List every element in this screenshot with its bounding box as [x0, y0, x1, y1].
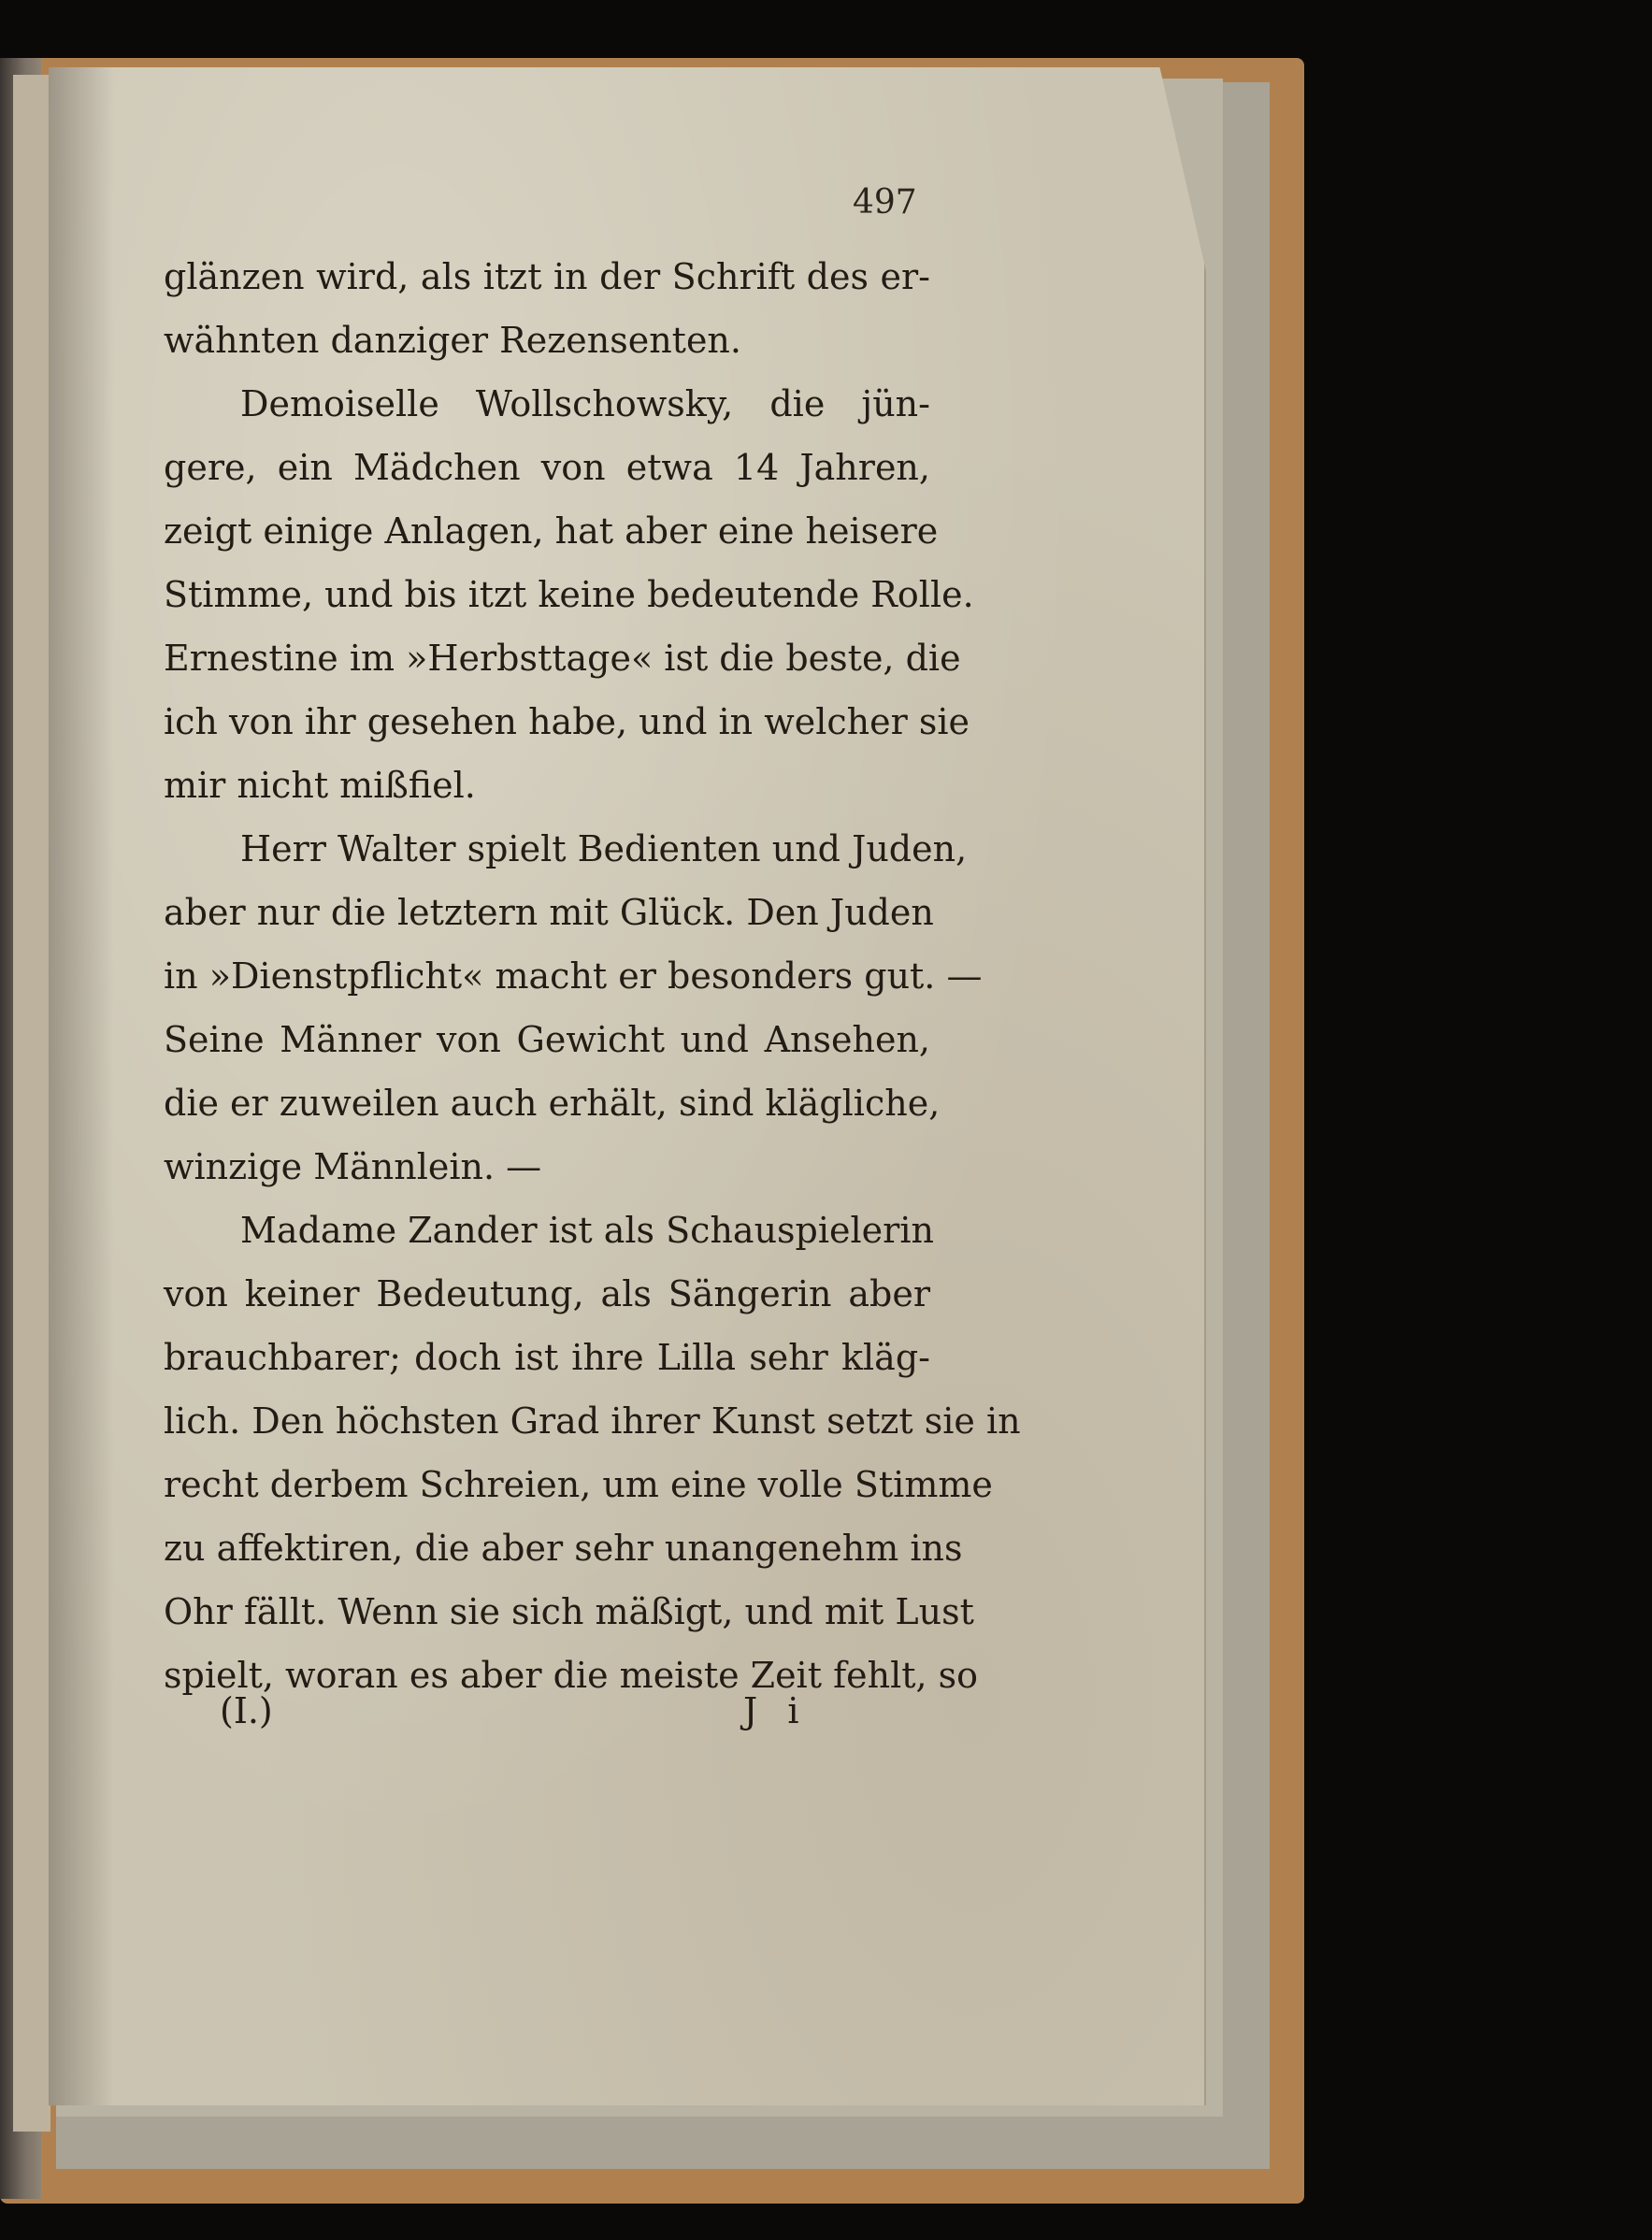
- body-text: [164, 245, 1021, 1707]
- text-line: spielt, woran es aber die meiste Zeit fehlt, so: [164, 1655, 979, 1696]
- text-line: von keiner Bedeutung, als Sängerin aber: [164, 1273, 930, 1314]
- text-line: Seine Männer von Gewicht und Ansehen,: [164, 1019, 930, 1060]
- text-line: in »Dienstpflicht« macht er besonders gut. —: [164, 955, 983, 997]
- text-line: wähnten danziger Rezensenten.: [164, 320, 741, 361]
- text-line: recht derbem Schreien, um eine volle Stimme: [164, 1464, 993, 1505]
- text-line: Herr Walter spielt Bedienten und Juden,: [240, 828, 968, 869]
- gutter-shadow: [49, 67, 114, 2105]
- text-line: Stimme, und bis itzt keine bedeutende Rolle.: [164, 574, 974, 615]
- left-page-edge: [13, 75, 50, 2132]
- text-line: zeigt einige Anlagen, hat aber eine heisere: [164, 510, 939, 552]
- text-line: brauchbarer; doch ist ihre Lilla sehr kläg-: [164, 1337, 930, 1378]
- text-line: glänzen wird, als itzt in der Schrift des er-: [164, 256, 930, 297]
- text-line: Demoiselle Wollschowsky, die jün-: [240, 383, 930, 424]
- text-line: Madame Zander ist als Schauspielerin: [240, 1210, 934, 1251]
- text-line: gere, ein Mädchen von etwa 14 Jahren,: [164, 447, 930, 488]
- text-line: die er zuweilen auch erhält, sind klägliche,: [164, 1083, 941, 1124]
- text-line: zu affektiren, die aber sehr unangenehm ins: [164, 1528, 963, 1569]
- page-number: 497: [853, 183, 917, 222]
- text-line: Ernestine im »Herbsttage« ist die beste, die: [164, 638, 961, 679]
- text-line: winzige Männlein. —: [164, 1146, 542, 1187]
- text-line: Ohr fällt. Wenn sie sich mäßigt, und mit Lust: [164, 1591, 974, 1632]
- catchword: J i: [743, 1690, 809, 1731]
- text-line: ich von ihr gesehen habe, und in welcher sie: [164, 701, 970, 742]
- signature-mark: (I.): [220, 1690, 273, 1731]
- text-line: aber nur die letztern mit Glück. Den Juden: [164, 892, 934, 933]
- text-line: mir nicht mißfiel.: [164, 765, 476, 806]
- text-line: lich. Den höchsten Grad ihrer Kunst setzt sie in: [164, 1400, 1021, 1442]
